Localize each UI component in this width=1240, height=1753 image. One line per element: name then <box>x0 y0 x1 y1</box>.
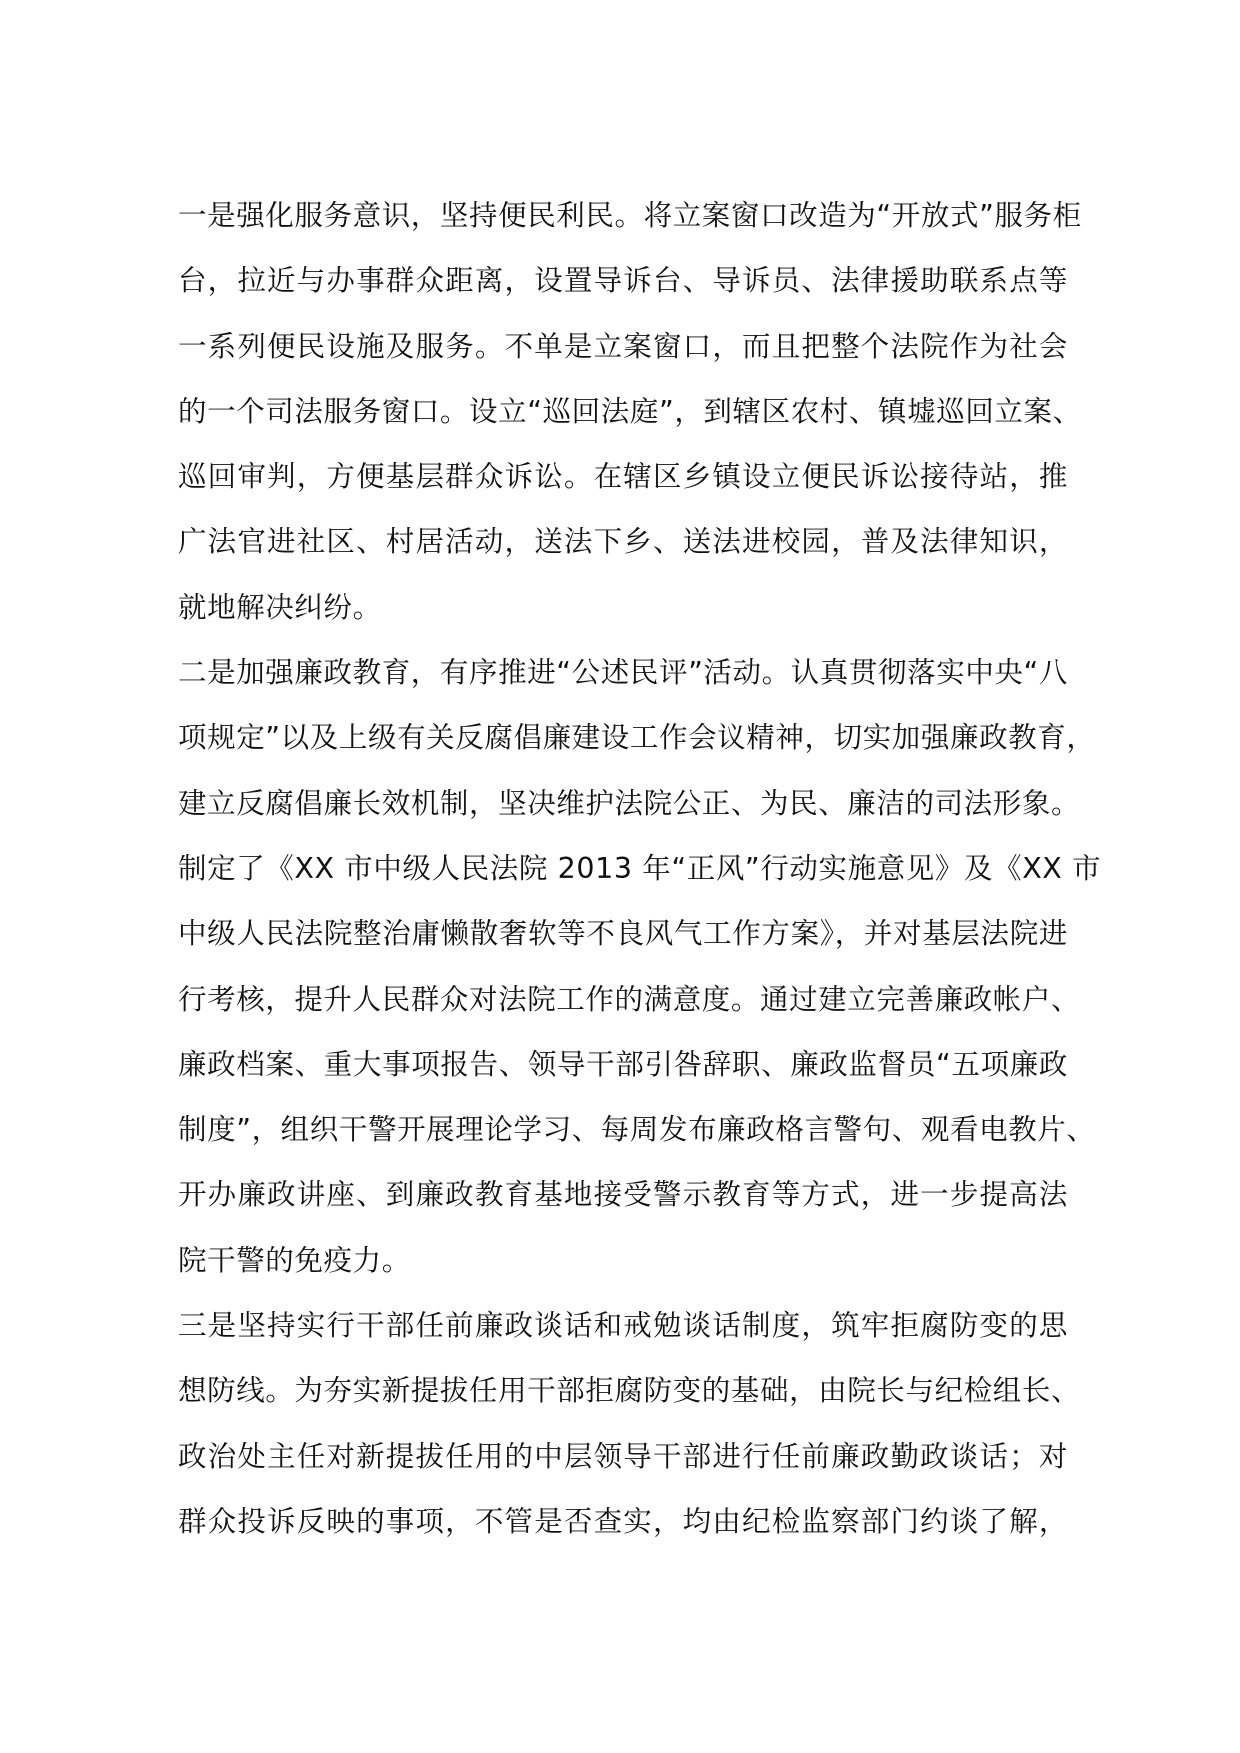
text-line: 建立反腐倡廉长效机制，坚决维护法院公正、为民、廉洁的司法形象。 <box>178 786 1081 820</box>
text-line: 中级人民法院整治庸懒散奢软等不良风气工作方案》，并对基层法院进 <box>178 917 1068 951</box>
paragraph-2 <box>178 640 1102 1293</box>
text-line: 广法官进社区、村居活动，送法下乡、送法进校园，普及法律知识， <box>178 525 1068 559</box>
paragraph-3 <box>178 1293 1081 1554</box>
text-line: 台，拉近与办事群众距离，设置导诉台、导诉员、法律援助联系点等 <box>178 264 1068 298</box>
text-line: 开办廉政讲座、到廉政教育基地接受警示教育等方式，进一步提高法 <box>178 1178 1068 1212</box>
text-line: 制定了《XX 市中级人民法院 2013 年“正风”行动实施意见》及《XX 市 <box>178 851 1102 885</box>
text-line: 一是强化服务意识，坚持便民利民。将立案窗口改造为“开放式”服务柜 <box>178 199 1082 232</box>
text-line: 行考核，提升人民群众对法院工作的满意度。通过建立完善廉政帐户、 <box>178 982 1081 1016</box>
text-line: 项规定”以及上级有关反腐倡廉建设工作会议精神，切实加强廉政教育， <box>178 721 1096 755</box>
text-line: 政治处主任对新提拔任用的中层领导干部进行任前廉政勤政谈话；对 <box>178 1439 1068 1473</box>
text-line: 制度”，组织干警开展理论学习、每周发布廉政格言警句、观看电教片、 <box>178 1113 1096 1147</box>
text-line: 巡回审判，方便基层群众诉讼。在辖区乡镇设立便民诉讼接待站，推 <box>178 460 1068 494</box>
text-line: 二是加强廉政教育，有序推进“公述民评”活动。认真贯彻落实中央“八 <box>178 656 1068 690</box>
text-line: 想防线。为夯实新提拔任用干部拒腐防变的基础，由院长与纪检组长、 <box>178 1374 1081 1408</box>
text-line: 院干警的免疫力。 <box>178 1243 411 1277</box>
text-line: 群众投诉反映的事项，不管是否查实，均由纪检监察部门约谈了解， <box>178 1504 1068 1538</box>
text-line: 三是坚持实行干部任前廉政谈话和戒勉谈话制度，筑牢拒腐防变的思 <box>178 1309 1068 1343</box>
text-line: 的一个司法服务窗口。设立“巡回法庭”，到辖区农村、镇墟巡回立案、 <box>178 394 1082 428</box>
text-line: 一系列便民设施及服务。不单是立案窗口，而且把整个法院作为社会 <box>178 329 1068 363</box>
text-line: 就地解决纠纷。 <box>178 590 382 624</box>
text-line: 廉政档案、重大事项报告、领导干部引咎辞职、廉政监督员“五项廉政 <box>178 1047 1068 1081</box>
document-body <box>178 183 1102 1554</box>
paragraph-1 <box>178 183 1082 640</box>
